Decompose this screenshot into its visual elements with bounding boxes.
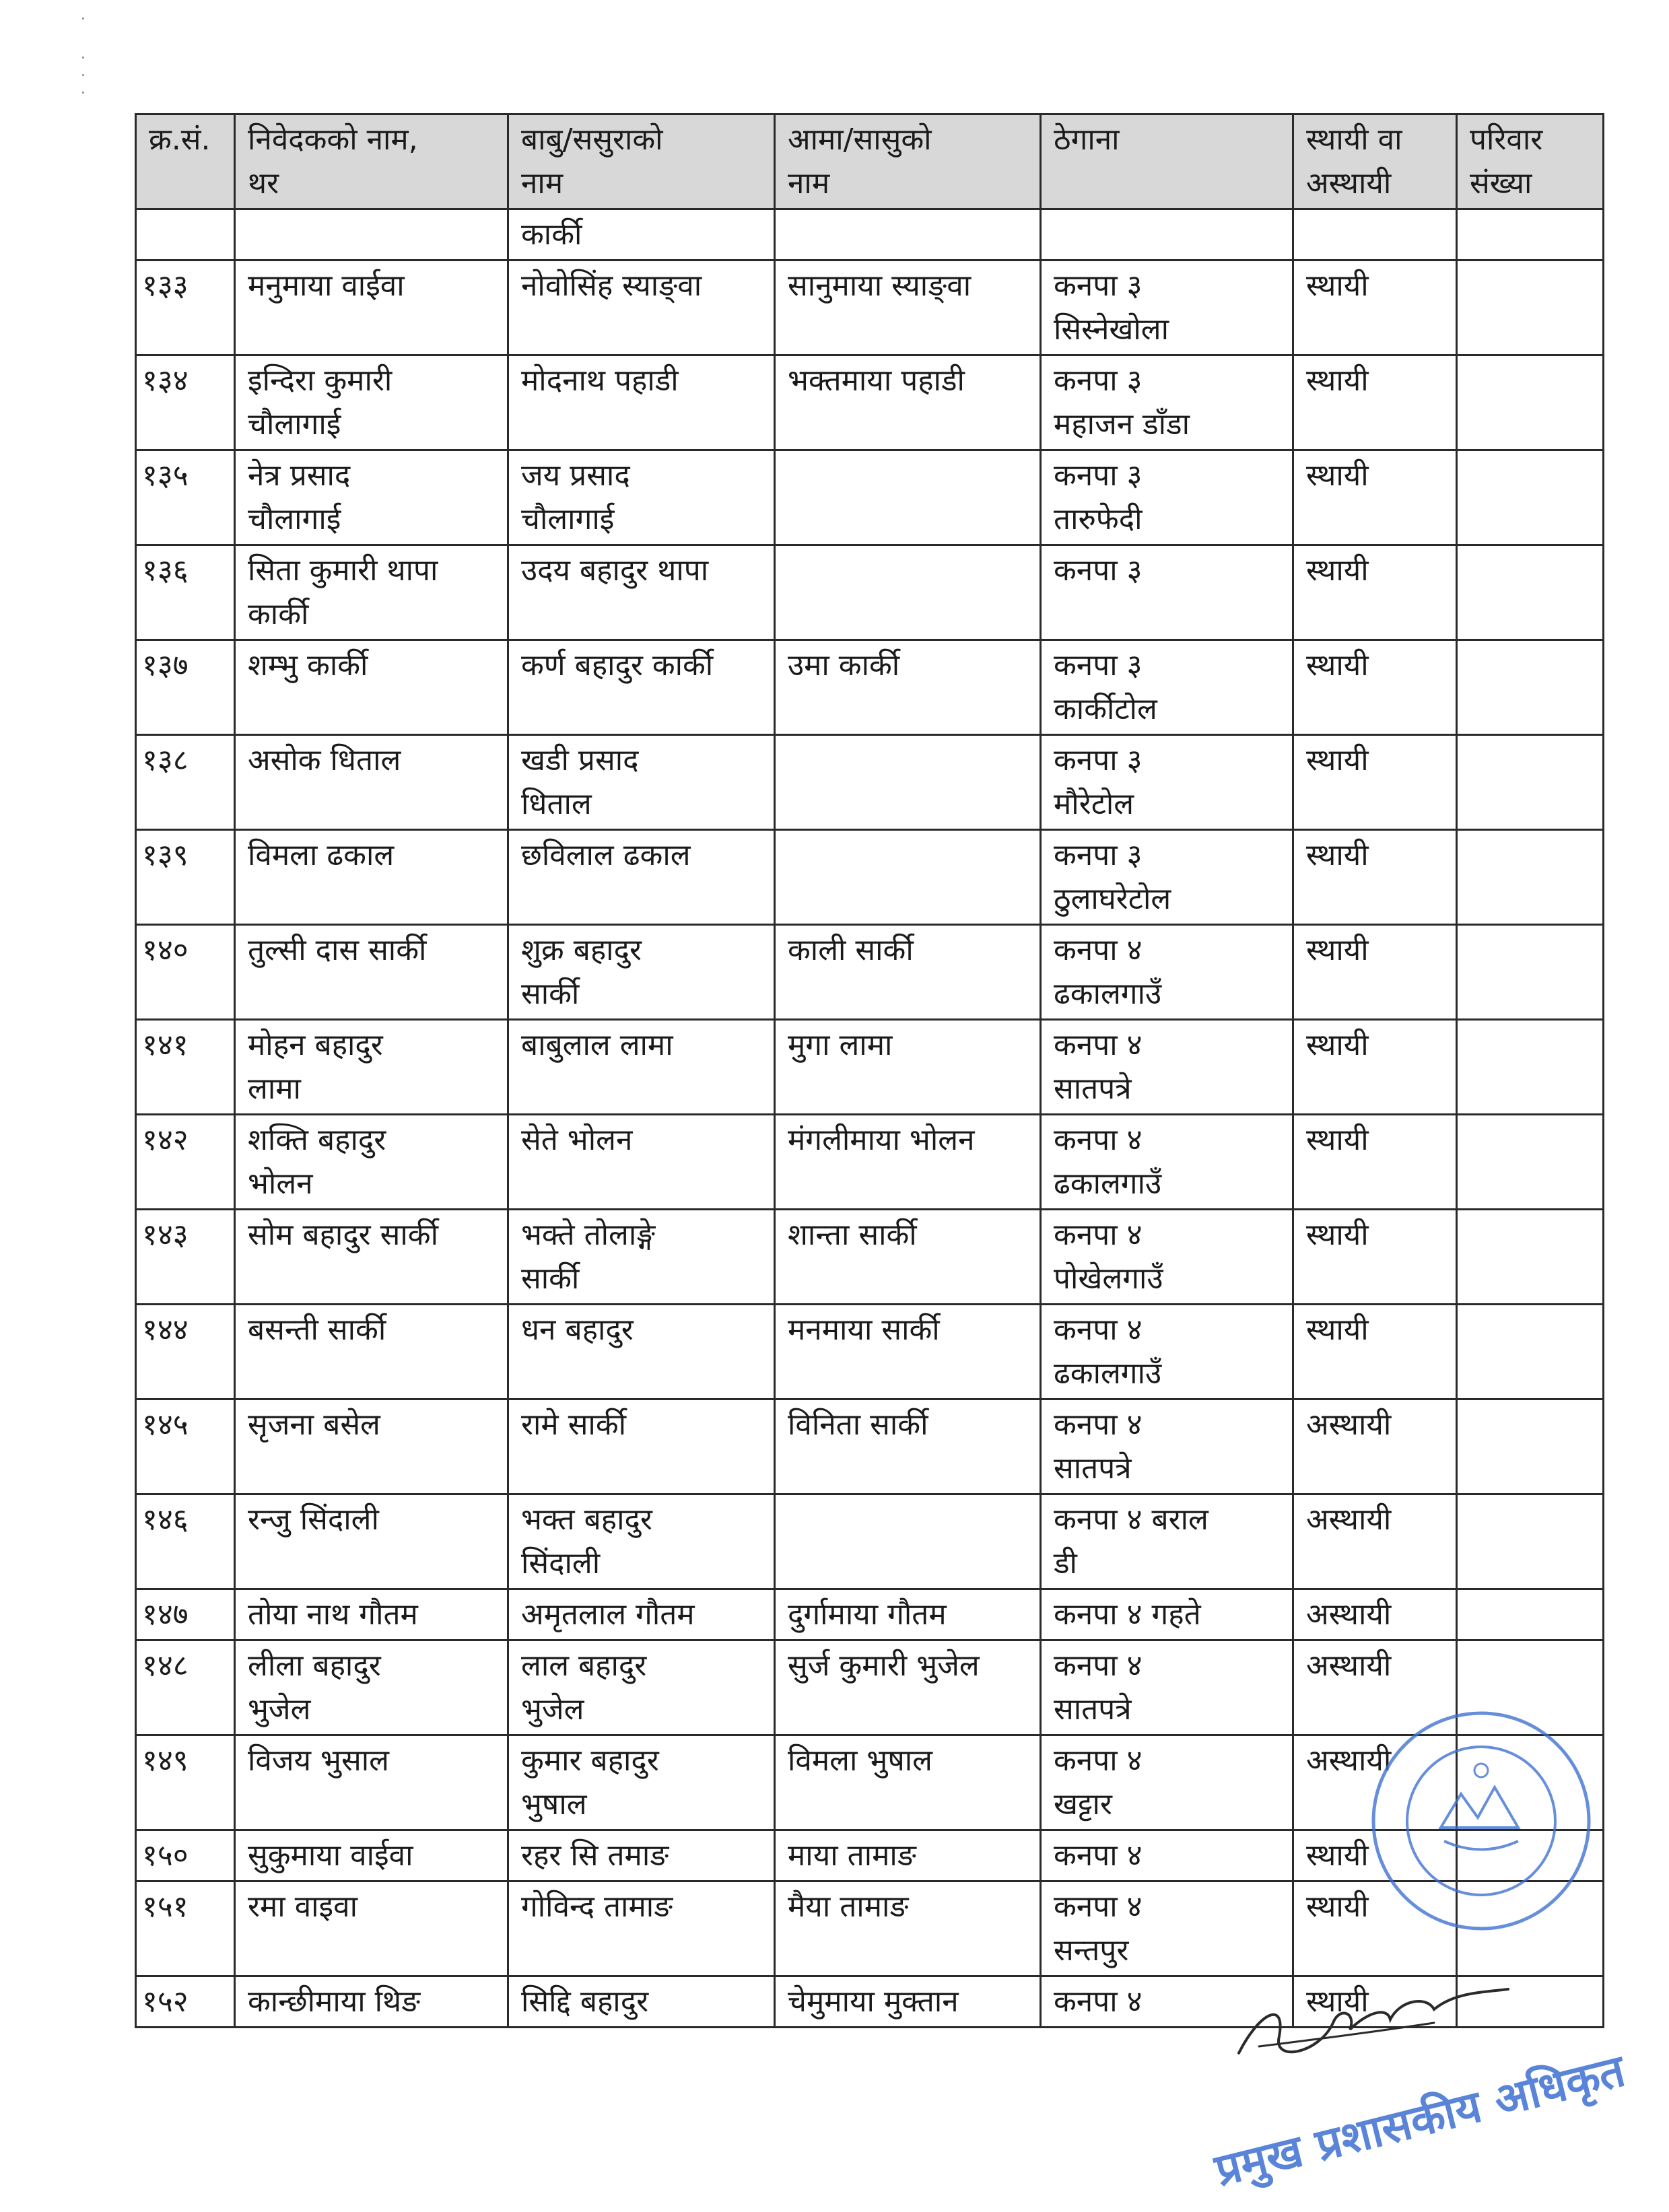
cell-family-count (1457, 1494, 1604, 1589)
cell-father-name: गोविन्द तामाङ (508, 1881, 775, 1976)
cell-status: अस्थायी (1293, 1399, 1457, 1494)
cell-family-count (1457, 1305, 1604, 1399)
cell-father-name: जय प्रसाद चौलागाई (508, 450, 775, 545)
cell-status: अस्थायी (1293, 1735, 1457, 1830)
cell-serial: १४७ (136, 1589, 235, 1640)
cell-family-count (1457, 1210, 1604, 1305)
cell-family-count (1457, 1115, 1604, 1210)
cell-family-count (1457, 450, 1604, 545)
cell-status: स्थायी (1293, 545, 1457, 640)
cell-address: कनपा ४ (1041, 1830, 1293, 1881)
cell-address: कनपा ३ तारुफेदी (1041, 450, 1293, 545)
cell-serial: १३६ (136, 545, 235, 640)
cell-serial: १४५ (136, 1399, 235, 1494)
cell-serial: १३७ (136, 640, 235, 735)
cell-status: अस्थायी (1293, 1640, 1457, 1735)
cell-address: कनपा ४ पोखेलगाउँ (1041, 1210, 1293, 1305)
cell-father-name: भक्त बहादुर सिंदाली (508, 1494, 775, 1589)
cell-applicant-name: रन्जु सिंदाली (235, 1494, 508, 1589)
cell-address: कनपा ३ सिस्नेखोला (1041, 261, 1293, 355)
cell-mother-name (775, 209, 1041, 261)
cell-family-count (1457, 640, 1604, 735)
cell-applicant-name: इन्दिरा कुमारी चौलागाई (235, 355, 508, 450)
cell-status: अस्थायी (1293, 1494, 1457, 1589)
table-row (136, 640, 1604, 735)
cell-serial: १४९ (136, 1735, 235, 1830)
cell-family-count (1457, 1399, 1604, 1494)
cell-mother-name: मंगलीमाया भोलन (775, 1115, 1041, 1210)
cell-serial: १४८ (136, 1640, 235, 1735)
cell-father-name: नोवोसिंह स्याङ्वा (508, 261, 775, 355)
cell-father-name: सिद्दि बहादुर (508, 1976, 775, 2028)
table-row (136, 735, 1604, 830)
cell-status: स्थायी (1293, 1976, 1457, 2028)
cell-serial: १४० (136, 925, 235, 1020)
cell-applicant-name: कान्छीमाया थिङ (235, 1976, 508, 2028)
cell-mother-name: मनमाया सार्की (775, 1305, 1041, 1399)
col-header-father-name: बाबु/ससुराको नाम (508, 114, 775, 209)
cell-father-name: रहर सि तमाङ (508, 1830, 775, 1881)
cell-serial: १३८ (136, 735, 235, 830)
cell-serial: १३४ (136, 355, 235, 450)
cell-mother-name: उमा कार्की (775, 640, 1041, 735)
cell-address: कनपा ३ (1041, 545, 1293, 640)
cell-applicant-name: असोक धिताल (235, 735, 508, 830)
cell-serial: १४६ (136, 1494, 235, 1589)
cell-applicant-name: शम्भु कार्की (235, 640, 508, 735)
cell-serial: १४४ (136, 1305, 235, 1399)
handwritten-signature (1232, 1972, 1515, 2067)
cell-address: कनपा ३ कार्कीटोल (1041, 640, 1293, 735)
cell-address: कनपा ३ ठुलाघरेटोल (1041, 830, 1293, 925)
table-row (136, 1210, 1604, 1305)
cell-status: स्थायी (1293, 735, 1457, 830)
cell-status: स्थायी (1293, 450, 1457, 545)
cell-family-count (1457, 925, 1604, 1020)
cell-serial: १४३ (136, 1210, 235, 1305)
cell-serial: १४२ (136, 1115, 235, 1210)
cell-applicant-name: सिता कुमारी थापा कार्की (235, 545, 508, 640)
cell-mother-name (775, 830, 1041, 925)
cell-mother-name: माया तामाङ (775, 1830, 1041, 1881)
table-row (136, 1115, 1604, 1210)
table-row (136, 209, 1604, 261)
cell-address: कनपा ३ मौरेटोल (1041, 735, 1293, 830)
cell-address: कनपा ४ ढकालगाउँ (1041, 925, 1293, 1020)
cell-address: कनपा ४ (1041, 1976, 1293, 2028)
cell-applicant-name: सोम बहादुर सार्की (235, 1210, 508, 1305)
cell-status: स्थायी (1293, 1210, 1457, 1305)
scan-margin-marks (79, 18, 89, 105)
cell-mother-name: मैया तामाङ (775, 1881, 1041, 1976)
table-row (136, 925, 1604, 1020)
cell-mother-name: मुगा लामा (775, 1020, 1041, 1115)
cell-family-count (1457, 735, 1604, 830)
cell-address: कनपा ४ खट्टार (1041, 1735, 1293, 1830)
cell-father-name: लाल बहादुर भुजेल (508, 1640, 775, 1735)
col-header-serial: क्र.सं. (136, 114, 235, 209)
cell-address: कनपा ४ बराल डी (1041, 1494, 1293, 1589)
cell-mother-name (775, 1494, 1041, 1589)
cell-serial: १३९ (136, 830, 235, 925)
cell-status: अस्थायी (1293, 1589, 1457, 1640)
cell-mother-name: काली सार्की (775, 925, 1041, 1020)
cell-father-name: कार्की (508, 209, 775, 261)
cell-father-name: उदय बहादुर थापा (508, 545, 775, 640)
table-row (136, 1305, 1604, 1399)
cell-serial: १३५ (136, 450, 235, 545)
cell-status: स्थायी (1293, 1115, 1457, 1210)
cell-family-count (1457, 1020, 1604, 1115)
cell-father-name: कर्ण बहादुर कार्की (508, 640, 775, 735)
cell-family-count (1457, 1589, 1604, 1640)
cell-father-name: सेते भोलन (508, 1115, 775, 1210)
cell-status: स्थायी (1293, 355, 1457, 450)
cell-address: कनपा ४ ढकालगाउँ (1041, 1115, 1293, 1210)
cell-address: कनपा ४ सातपत्रे (1041, 1640, 1293, 1735)
col-header-mother-name: आमा/सासुको नाम (775, 114, 1041, 209)
cell-address: कनपा ४ गहते (1041, 1589, 1293, 1640)
cell-applicant-name: सुकुमाया वाईवा (235, 1830, 508, 1881)
cell-serial: १३३ (136, 261, 235, 355)
officer-stamp: प्रमुख प्रशासकीय अधिकृत (1210, 2044, 1630, 2197)
col-header-address: ठेगाना (1041, 114, 1293, 209)
cell-father-name: छविलाल ढकाल (508, 830, 775, 925)
cell-applicant-name: विमला ढकाल (235, 830, 508, 925)
cell-applicant-name: नेत्र प्रसाद चौलागाई (235, 450, 508, 545)
cell-mother-name: दुर्गामाया गौतम (775, 1589, 1041, 1640)
cell-family-count (1457, 830, 1604, 925)
table-row (136, 1020, 1604, 1115)
cell-applicant-name: बसन्ती सार्की (235, 1305, 508, 1399)
cell-status: स्थायी (1293, 1830, 1457, 1881)
table-row (136, 1494, 1604, 1589)
cell-mother-name: विनिता सार्की (775, 1399, 1041, 1494)
cell-status: स्थायी (1293, 640, 1457, 735)
cell-father-name: अमृतलाल गौतम (508, 1589, 775, 1640)
cell-father-name: मोदनाथ पहाडी (508, 355, 775, 450)
col-header-applicant-name: निवेदकको नाम, थर (235, 114, 508, 209)
cell-address (1041, 209, 1293, 261)
cell-applicant-name: मनुमाया वाईवा (235, 261, 508, 355)
table-row (136, 261, 1604, 355)
cell-mother-name: विमला भुषाल (775, 1735, 1041, 1830)
cell-father-name: खडी प्रसाद धिताल (508, 735, 775, 830)
cell-applicant-name (235, 209, 508, 261)
cell-status: स्थायी (1293, 1881, 1457, 1976)
cell-applicant-name: मोहन बहादुर लामा (235, 1020, 508, 1115)
office-seal (1367, 1706, 1596, 1935)
cell-father-name: कुमार बहादुर भुषाल (508, 1735, 775, 1830)
cell-address: कनपा ४ सन्तपुर (1041, 1881, 1293, 1976)
cell-status: स्थायी (1293, 1020, 1457, 1115)
cell-mother-name: सुर्ज कुमारी भुजेल (775, 1640, 1041, 1735)
cell-mother-name: भक्तमाया पहाडी (775, 355, 1041, 450)
col-header-family-count: परिवार संख्या (1457, 114, 1604, 209)
cell-serial (136, 209, 235, 261)
cell-applicant-name: तोया नाथ गौतम (235, 1589, 508, 1640)
cell-family-count (1457, 261, 1604, 355)
table-row (136, 1589, 1604, 1640)
cell-mother-name: शान्ता सार्की (775, 1210, 1041, 1305)
cell-serial: १४१ (136, 1020, 235, 1115)
table-row (136, 1399, 1604, 1494)
table-row (136, 830, 1604, 925)
table-row (136, 450, 1604, 545)
cell-mother-name: चेमुमाया मुक्तान (775, 1976, 1041, 2028)
cell-serial: १५० (136, 1830, 235, 1881)
cell-serial: १५१ (136, 1881, 235, 1976)
cell-mother-name (775, 735, 1041, 830)
table-header-row (136, 114, 1604, 209)
cell-address: कनपा ४ सातपत्रे (1041, 1399, 1293, 1494)
col-header-status: स्थायी वा अस्थायी (1293, 114, 1457, 209)
cell-applicant-name: लीला बहादुर भुजेल (235, 1640, 508, 1735)
cell-family-count (1457, 355, 1604, 450)
cell-father-name: बाबुलाल लामा (508, 1020, 775, 1115)
cell-address: कनपा ४ ढकालगाउँ (1041, 1305, 1293, 1399)
table-row (136, 545, 1604, 640)
cell-mother-name (775, 450, 1041, 545)
cell-status (1293, 209, 1457, 261)
cell-applicant-name: सृजना बसेल (235, 1399, 508, 1494)
cell-father-name: भक्ते तोलाङ्गे सार्की (508, 1210, 775, 1305)
cell-father-name: धन बहादुर (508, 1305, 775, 1399)
cell-serial: १५२ (136, 1976, 235, 2028)
cell-family-count (1457, 545, 1604, 640)
table-row (136, 355, 1604, 450)
cell-status: स्थायी (1293, 830, 1457, 925)
cell-status: स्थायी (1293, 1305, 1457, 1399)
cell-status: स्थायी (1293, 261, 1457, 355)
cell-mother-name (775, 545, 1041, 640)
cell-applicant-name: शक्ति बहादुर भोलन (235, 1115, 508, 1210)
cell-mother-name: सानुमाया स्याङ्वा (775, 261, 1041, 355)
cell-applicant-name: विजय भुसाल (235, 1735, 508, 1830)
cell-address: कनपा ३ महाजन डाँडा (1041, 355, 1293, 450)
cell-status: स्थायी (1293, 925, 1457, 1020)
cell-address: कनपा ४ सातपत्रे (1041, 1020, 1293, 1115)
cell-applicant-name: रमा वाइवा (235, 1881, 508, 1976)
cell-applicant-name: तुल्सी दास सार्की (235, 925, 508, 1020)
cell-father-name: रामे सार्की (508, 1399, 775, 1494)
cell-family-count (1457, 209, 1604, 261)
cell-father-name: शुक्र बहादुर सार्की (508, 925, 775, 1020)
